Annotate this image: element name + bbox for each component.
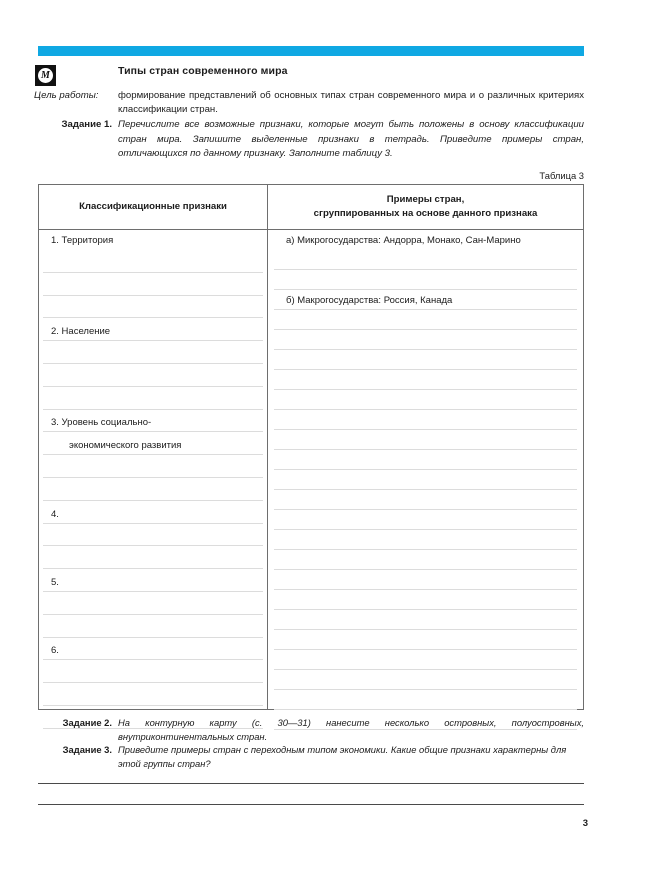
table-header-right xyxy=(268,185,583,229)
table-rule-line xyxy=(274,609,577,610)
page-title: Типы стран современного мира xyxy=(118,65,288,77)
table-rule-line xyxy=(43,705,263,706)
table-rule-line xyxy=(274,469,577,470)
table-rule-line xyxy=(43,500,263,501)
table-rule-line xyxy=(43,523,263,524)
table-rule-line xyxy=(274,489,577,490)
criteria-entry: 6. xyxy=(51,645,59,657)
table-rule-line xyxy=(43,295,263,296)
criteria-entry: экономического развития xyxy=(69,440,182,452)
table-rule-line xyxy=(274,409,577,410)
circled-m-letter: M xyxy=(38,68,53,83)
task-1-text: Перечислите все возможные признаки, которые могут быть положены в основу классификации стран мира. Запишите выделенные признаки в тетрадь. Приведите примеры стран, отличающихся по данному признаку. Заполните таблицу 3. xyxy=(118,119,584,160)
table-rule-line xyxy=(274,669,577,670)
table-rule-line xyxy=(43,386,263,387)
task-2-block xyxy=(34,716,584,743)
table-body xyxy=(39,230,583,710)
table-header-right-line2: сгруппированных на основе данного признака xyxy=(313,208,538,219)
circled-m-icon xyxy=(35,65,56,86)
table-rule-line xyxy=(274,329,577,330)
criteria-entry: 2. Население xyxy=(51,326,111,338)
table-rule-line xyxy=(274,529,577,530)
table-rule-line xyxy=(274,309,577,310)
criteria-entry: 5. xyxy=(51,577,59,588)
table-rule-line xyxy=(274,689,577,690)
answer-line xyxy=(38,804,584,805)
example-entry: а) Микрогосударства: Андорра, Монако, Сан-Марино xyxy=(286,235,521,246)
table-rule-line xyxy=(274,389,577,390)
table-rule-line xyxy=(274,589,577,590)
task-2-label: Задание 2. xyxy=(62,717,112,728)
table-column-criteria[interactable] xyxy=(39,230,268,710)
task-1-block xyxy=(34,118,584,162)
criteria-entry: 4. xyxy=(51,508,59,520)
table-rule-line xyxy=(43,545,263,546)
table-rule-line xyxy=(43,317,263,318)
table-rule-line xyxy=(274,369,577,370)
table-header-left: Классификационные признаки xyxy=(39,185,268,229)
table-caption: Таблица 3 xyxy=(539,170,584,181)
purpose-text: формирование представлений об основных типах стран современного мира и о различных критериях классификации стран. xyxy=(118,90,584,116)
classification-table xyxy=(38,184,584,710)
table-rule-line xyxy=(43,591,263,592)
table-rule-line xyxy=(43,272,263,273)
table-rule-line xyxy=(43,340,263,341)
bottom-tasks xyxy=(34,716,584,770)
table-rule-line xyxy=(43,637,263,638)
table-rule-line xyxy=(274,629,577,630)
table-rule-line xyxy=(43,409,263,410)
table-rule-line xyxy=(43,431,263,432)
table-rule-line xyxy=(43,568,263,569)
table-rule-line xyxy=(274,509,577,510)
purpose-block xyxy=(34,89,584,118)
table-rule-line xyxy=(274,569,577,570)
table-rule-line xyxy=(274,649,577,650)
top-accent-bar xyxy=(38,46,584,56)
answer-line xyxy=(38,783,584,784)
task-2-text: На контурную карту (с. 30—31) нанесите несколько островных, полуостровных, внутриконтинентальных стран. xyxy=(118,717,584,742)
criteria-entry: 3. Уровень социально- xyxy=(51,417,152,429)
example-entry: б) Макрогосударства: Россия, Канада xyxy=(286,295,453,306)
table-rule-line xyxy=(274,269,577,270)
criteria-entry: 1. Территория xyxy=(51,235,114,246)
page-number: 3 xyxy=(582,818,588,829)
table-rule-line xyxy=(274,289,577,290)
table-rule-line xyxy=(274,549,577,550)
table-rule-line xyxy=(43,659,263,660)
table-rule-line xyxy=(274,449,577,450)
purpose-label: Цель работы: xyxy=(34,90,99,101)
table-rule-line xyxy=(274,349,577,350)
task-3-text: Приведите примеры стран с переходным типом экономики. Какие общие признаки характерны для этой группы стран? xyxy=(118,744,567,769)
table-rule-line xyxy=(274,709,577,710)
table-header-row xyxy=(39,185,583,230)
task-3-label: Задание 3. xyxy=(62,744,112,756)
table-rule-line xyxy=(274,429,577,430)
task-3-block xyxy=(34,743,584,770)
table-rule-line xyxy=(43,614,263,615)
table-rule-line xyxy=(43,363,263,364)
table-rule-line xyxy=(43,682,263,683)
task-1-label: Задание 1. xyxy=(61,119,112,130)
table-header-right-line1: Примеры стран, xyxy=(386,194,465,206)
table-rule-line xyxy=(43,477,263,478)
table-rule-line xyxy=(43,454,263,455)
table-column-examples[interactable] xyxy=(268,230,583,710)
